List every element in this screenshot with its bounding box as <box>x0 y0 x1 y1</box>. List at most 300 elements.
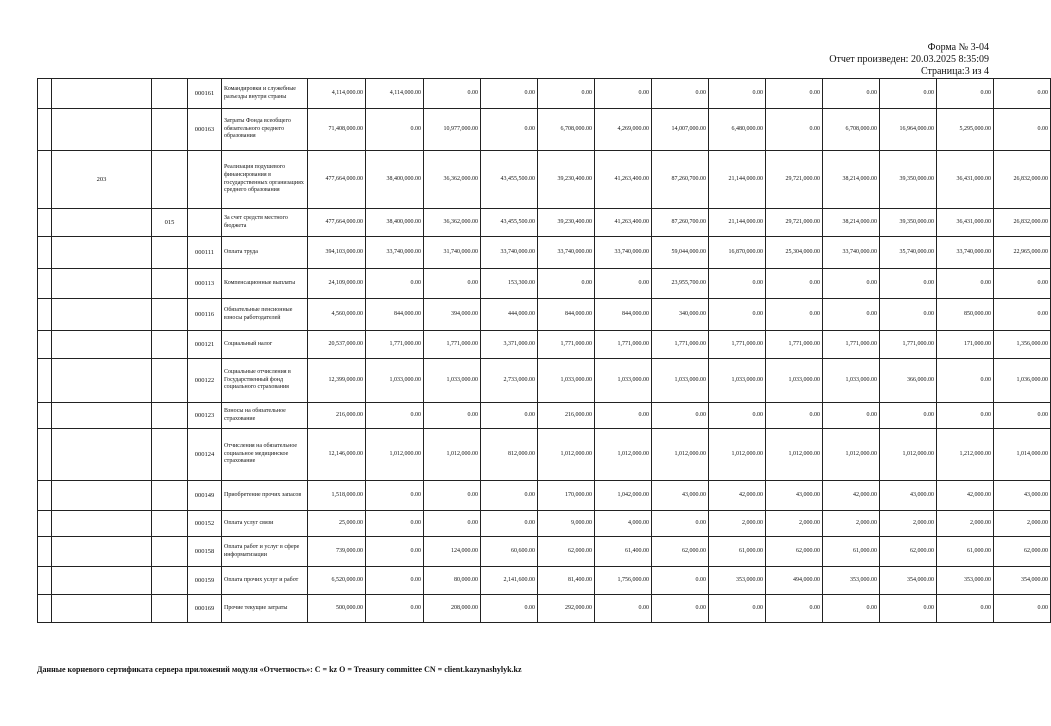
cell-amount: 1,012,000.00 <box>823 429 880 481</box>
cell-name: Отчисления на обязательное социальное медицинское страхование <box>222 429 308 481</box>
report-timestamp: Отчет произведен: 20.03.2025 8:35:09 <box>829 54 989 65</box>
cell-specifics-code: 000159 <box>188 567 222 595</box>
cell-amount: 6,480,000.00 <box>709 109 766 151</box>
cell-amount: 43,000.00 <box>652 481 709 511</box>
cell-amount: 0.00 <box>994 403 1051 429</box>
cell-amount: 1,771,000.00 <box>424 331 481 359</box>
cell-amount: 0.00 <box>766 299 823 331</box>
cell-amount: 0.00 <box>880 403 937 429</box>
cell-amount: 0.00 <box>880 595 937 623</box>
table-row <box>38 269 1051 299</box>
cell-amount: 1,033,000.00 <box>823 359 880 403</box>
cell-amount: 0.00 <box>652 79 709 109</box>
cell-amount: 0.00 <box>595 79 652 109</box>
cell-amount: 0.00 <box>366 537 424 567</box>
cell-amount: 2,000.00 <box>823 511 880 537</box>
cell-amount: 6,708,000.00 <box>823 109 880 151</box>
cell-amount: 0.00 <box>366 481 424 511</box>
cell-amount: 0.00 <box>366 269 424 299</box>
cell-amount: 0.00 <box>937 79 994 109</box>
cell-amount: 14,007,000.00 <box>652 109 709 151</box>
cell-amount: 4,560,000.00 <box>308 299 366 331</box>
cell-amount: 1,212,000.00 <box>937 429 994 481</box>
cell-program <box>52 511 152 537</box>
cell-amount: 444,000.00 <box>481 299 538 331</box>
cell-group-1 <box>38 537 52 567</box>
cell-amount: 850,000.00 <box>937 299 994 331</box>
cell-amount: 812,000.00 <box>481 429 538 481</box>
cell-group-1 <box>38 359 52 403</box>
cell-name: Оплата прочих услуг и работ <box>222 567 308 595</box>
cell-name: Социальные отчисления в Государственный фонд социального страхования <box>222 359 308 403</box>
cell-amount: 500,000.00 <box>308 595 366 623</box>
cell-amount: 39,350,000.00 <box>880 151 937 209</box>
cell-amount: 2,141,600.00 <box>481 567 538 595</box>
cell-amount: 12,146,000.00 <box>308 429 366 481</box>
cell-subprogram <box>152 151 188 209</box>
table-row <box>38 237 1051 269</box>
cell-amount: 6,520,000.00 <box>308 567 366 595</box>
cell-amount: 9,000.00 <box>538 511 595 537</box>
page-indicator: Страница:3 из 4 <box>920 66 989 77</box>
cell-group-1 <box>38 269 52 299</box>
table-row <box>38 481 1051 511</box>
cell-amount: 0.00 <box>595 403 652 429</box>
cell-amount: 216,000.00 <box>538 403 595 429</box>
cell-amount: 1,356,000.00 <box>994 331 1051 359</box>
cell-amount: 0.00 <box>366 109 424 151</box>
cell-program <box>52 537 152 567</box>
cell-amount: 0.00 <box>766 109 823 151</box>
cell-program <box>52 403 152 429</box>
cell-program: 203 <box>52 151 152 209</box>
cell-name: Взносы на обязательное страхование <box>222 403 308 429</box>
cell-name: Оплата работ и услуг в сфере информатизации <box>222 537 308 567</box>
cell-amount: 0.00 <box>709 403 766 429</box>
cell-subprogram <box>152 403 188 429</box>
cell-amount: 1,033,000.00 <box>538 359 595 403</box>
cell-amount: 0.00 <box>766 403 823 429</box>
cell-amount: 81,400.00 <box>538 567 595 595</box>
cell-name: За счет средств местного бюджета <box>222 209 308 237</box>
cell-amount: 43,455,500.00 <box>481 209 538 237</box>
cell-amount: 844,000.00 <box>595 299 652 331</box>
cell-program <box>52 209 152 237</box>
cell-amount: 61,000.00 <box>823 537 880 567</box>
cell-amount: 21,144,000.00 <box>709 209 766 237</box>
cell-program <box>52 481 152 511</box>
cell-amount: 0.00 <box>595 595 652 623</box>
cell-name: Обязательные пенсионные взносы работодателей <box>222 299 308 331</box>
cell-amount: 0.00 <box>994 269 1051 299</box>
cell-amount: 1,012,000.00 <box>766 429 823 481</box>
cell-amount: 62,000.00 <box>880 537 937 567</box>
table-row <box>38 567 1051 595</box>
cell-amount: 0.00 <box>709 595 766 623</box>
cell-amount: 33,740,000.00 <box>937 237 994 269</box>
cell-amount: 0.00 <box>880 299 937 331</box>
cell-subprogram <box>152 567 188 595</box>
cell-group-1 <box>38 151 52 209</box>
cell-amount: 354,000.00 <box>994 567 1051 595</box>
cell-amount: 0.00 <box>880 79 937 109</box>
cell-amount: 39,230,400.00 <box>538 151 595 209</box>
cell-amount: 4,269,000.00 <box>595 109 652 151</box>
cell-amount: 0.00 <box>366 403 424 429</box>
cell-subprogram <box>152 299 188 331</box>
cell-amount: 216,000.00 <box>308 403 366 429</box>
cell-specifics-code: 000163 <box>188 109 222 151</box>
cell-amount: 1,771,000.00 <box>652 331 709 359</box>
cell-amount: 0.00 <box>937 403 994 429</box>
table-row <box>38 359 1051 403</box>
cell-amount: 208,000.00 <box>424 595 481 623</box>
cell-program <box>52 109 152 151</box>
cell-group-1 <box>38 511 52 537</box>
cell-amount: 1,012,000.00 <box>366 429 424 481</box>
cell-amount: 80,000.00 <box>424 567 481 595</box>
cell-amount: 1,771,000.00 <box>766 331 823 359</box>
cell-specifics-code <box>188 209 222 237</box>
form-number: Форма № 3-04 <box>927 42 989 53</box>
cell-amount: 0.00 <box>709 299 766 331</box>
cell-amount: 39,350,000.00 <box>880 209 937 237</box>
cell-amount: 61,000.00 <box>937 537 994 567</box>
cell-specifics-code: 000122 <box>188 359 222 403</box>
cell-amount: 0.00 <box>994 109 1051 151</box>
cell-amount: 1,033,000.00 <box>595 359 652 403</box>
cell-amount: 0.00 <box>709 79 766 109</box>
cell-amount: 2,000.00 <box>994 511 1051 537</box>
cell-amount: 38,214,000.00 <box>823 151 880 209</box>
cell-specifics-code: 000113 <box>188 269 222 299</box>
cell-amount: 62,000.00 <box>652 537 709 567</box>
cell-amount: 0.00 <box>937 269 994 299</box>
cell-amount: 36,431,000.00 <box>937 151 994 209</box>
cell-group-1 <box>38 109 52 151</box>
cell-specifics-code: 000149 <box>188 481 222 511</box>
cell-name: Компенсационные выплаты <box>222 269 308 299</box>
cell-name: Оплата услуг связи <box>222 511 308 537</box>
cell-amount: 41,263,400.00 <box>595 151 652 209</box>
cell-subprogram <box>152 511 188 537</box>
cell-program <box>52 429 152 481</box>
cell-group-1 <box>38 237 52 269</box>
cell-amount: 5,295,000.00 <box>937 109 994 151</box>
cell-amount: 42,000.00 <box>937 481 994 511</box>
cell-amount: 1,033,000.00 <box>652 359 709 403</box>
cell-amount: 33,740,000.00 <box>538 237 595 269</box>
cell-amount: 36,431,000.00 <box>937 209 994 237</box>
cell-amount: 62,000.00 <box>538 537 595 567</box>
certificate-footer: Данные корневого сертификата сервера приложений модуля «Отчетность»: C = kz O = Treasury committee CN = client.kazynashylyk.kz <box>37 665 522 674</box>
cell-amount: 844,000.00 <box>538 299 595 331</box>
cell-amount: 0.00 <box>994 595 1051 623</box>
cell-specifics-code: 000123 <box>188 403 222 429</box>
cell-amount: 43,000.00 <box>766 481 823 511</box>
cell-amount: 87,260,700.00 <box>652 209 709 237</box>
table-row <box>38 403 1051 429</box>
cell-amount: 0.00 <box>424 79 481 109</box>
cell-amount: 0.00 <box>481 403 538 429</box>
cell-amount: 1,033,000.00 <box>766 359 823 403</box>
cell-amount: 1,033,000.00 <box>424 359 481 403</box>
cell-amount: 0.00 <box>823 79 880 109</box>
cell-subprogram <box>152 481 188 511</box>
cell-amount: 24,109,000.00 <box>308 269 366 299</box>
cell-amount: 353,000.00 <box>937 567 994 595</box>
cell-name: Приобретение прочих запасов <box>222 481 308 511</box>
cell-subprogram <box>152 359 188 403</box>
cell-amount: 12,399,000.00 <box>308 359 366 403</box>
cell-amount: 0.00 <box>937 359 994 403</box>
cell-specifics-code: 000152 <box>188 511 222 537</box>
cell-amount: 0.00 <box>538 79 595 109</box>
cell-amount: 2,000.00 <box>880 511 937 537</box>
table-row <box>38 299 1051 331</box>
cell-amount: 739,000.00 <box>308 537 366 567</box>
cell-amount: 0.00 <box>366 595 424 623</box>
cell-amount: 61,400.00 <box>595 537 652 567</box>
cell-amount: 39,230,400.00 <box>538 209 595 237</box>
cell-amount: 33,740,000.00 <box>823 237 880 269</box>
cell-amount: 61,000.00 <box>709 537 766 567</box>
cell-group-1 <box>38 299 52 331</box>
cell-amount: 0.00 <box>937 595 994 623</box>
cell-group-1 <box>38 567 52 595</box>
cell-program <box>52 299 152 331</box>
table-row <box>38 595 1051 623</box>
cell-amount: 33,740,000.00 <box>366 237 424 269</box>
cell-name: Прочие текущие затраты <box>222 595 308 623</box>
cell-amount: 23,955,700.00 <box>652 269 709 299</box>
cell-amount: 0.00 <box>481 481 538 511</box>
cell-program <box>52 331 152 359</box>
cell-amount: 38,214,000.00 <box>823 209 880 237</box>
cell-amount: 844,000.00 <box>366 299 424 331</box>
cell-amount: 0.00 <box>366 567 424 595</box>
cell-program <box>52 269 152 299</box>
cell-amount: 6,708,000.00 <box>538 109 595 151</box>
cell-amount: 36,362,000.00 <box>424 209 481 237</box>
cell-amount: 124,000.00 <box>424 537 481 567</box>
cell-amount: 1,771,000.00 <box>366 331 424 359</box>
cell-program <box>52 595 152 623</box>
cell-specifics-code <box>188 151 222 209</box>
cell-amount: 0.00 <box>481 79 538 109</box>
cell-amount: 353,000.00 <box>709 567 766 595</box>
cell-specifics-code: 000158 <box>188 537 222 567</box>
cell-amount: 0.00 <box>766 269 823 299</box>
cell-amount: 33,740,000.00 <box>481 237 538 269</box>
cell-amount: 26,832,000.00 <box>994 209 1051 237</box>
cell-amount: 366,000.00 <box>880 359 937 403</box>
table-row <box>38 429 1051 481</box>
cell-amount: 1,771,000.00 <box>823 331 880 359</box>
cell-amount: 2,000.00 <box>937 511 994 537</box>
cell-group-1 <box>38 331 52 359</box>
cell-group-1 <box>38 429 52 481</box>
cell-amount: 43,000.00 <box>994 481 1051 511</box>
cell-amount: 43,455,500.00 <box>481 151 538 209</box>
cell-amount: 0.00 <box>766 79 823 109</box>
cell-amount: 2,000.00 <box>766 511 823 537</box>
cell-subprogram <box>152 109 188 151</box>
cell-amount: 35,740,000.00 <box>880 237 937 269</box>
cell-amount: 1,771,000.00 <box>595 331 652 359</box>
cell-amount: 62,000.00 <box>766 537 823 567</box>
cell-amount: 477,664,000.00 <box>308 209 366 237</box>
cell-amount: 1,518,000.00 <box>308 481 366 511</box>
cell-amount: 3,371,000.00 <box>481 331 538 359</box>
cell-program <box>52 79 152 109</box>
cell-amount: 0.00 <box>481 595 538 623</box>
cell-amount: 0.00 <box>424 481 481 511</box>
cell-amount: 10,977,000.00 <box>424 109 481 151</box>
cell-specifics-code: 000169 <box>188 595 222 623</box>
table-row <box>38 79 1051 109</box>
cell-amount: 1,036,000.00 <box>994 359 1051 403</box>
cell-amount: 1,033,000.00 <box>366 359 424 403</box>
cell-group-1 <box>38 595 52 623</box>
cell-amount: 0.00 <box>481 109 538 151</box>
cell-subprogram <box>152 79 188 109</box>
cell-amount: 0.00 <box>595 269 652 299</box>
cell-amount: 62,000.00 <box>994 537 1051 567</box>
cell-amount: 43,000.00 <box>880 481 937 511</box>
cell-amount: 0.00 <box>424 269 481 299</box>
cell-specifics-code: 000111 <box>188 237 222 269</box>
cell-amount: 353,000.00 <box>823 567 880 595</box>
cell-amount: 2,733,000.00 <box>481 359 538 403</box>
cell-program <box>52 567 152 595</box>
cell-amount: 394,000.00 <box>424 299 481 331</box>
table-row <box>38 537 1051 567</box>
cell-specifics-code: 000121 <box>188 331 222 359</box>
table-row <box>38 511 1051 537</box>
cell-amount: 0.00 <box>823 403 880 429</box>
cell-amount: 38,400,000.00 <box>366 209 424 237</box>
cell-amount: 33,740,000.00 <box>595 237 652 269</box>
cell-program <box>52 359 152 403</box>
cell-amount: 87,260,700.00 <box>652 151 709 209</box>
table-row <box>38 151 1051 209</box>
cell-amount: 71,408,000.00 <box>308 109 366 151</box>
cell-specifics-code: 000116 <box>188 299 222 331</box>
cell-specifics-code: 000124 <box>188 429 222 481</box>
cell-amount: 494,000.00 <box>766 567 823 595</box>
cell-amount: 1,012,000.00 <box>424 429 481 481</box>
cell-subprogram <box>152 429 188 481</box>
table-body <box>38 79 1051 623</box>
cell-amount: 153,300.00 <box>481 269 538 299</box>
cell-amount: 29,721,000.00 <box>766 151 823 209</box>
cell-amount: 0.00 <box>709 269 766 299</box>
cell-amount: 16,964,000.00 <box>880 109 937 151</box>
cell-name: Реализация подушевого финансирования в государственных организациях среднего образования <box>222 151 308 209</box>
cell-name: Затраты Фонда всеобщего обязательного среднего образования <box>222 109 308 151</box>
cell-name: Социальный налог <box>222 331 308 359</box>
cell-specifics-code: 000161 <box>188 79 222 109</box>
cell-amount: 29,721,000.00 <box>766 209 823 237</box>
cell-amount: 0.00 <box>994 79 1051 109</box>
cell-amount: 16,870,000.00 <box>709 237 766 269</box>
cell-amount: 1,012,000.00 <box>709 429 766 481</box>
cell-amount: 0.00 <box>652 403 709 429</box>
cell-group-1 <box>38 79 52 109</box>
cell-amount: 0.00 <box>481 511 538 537</box>
cell-program <box>52 237 152 269</box>
cell-name: Командировки и служебные разъезды внутри страны <box>222 79 308 109</box>
cell-amount: 59,044,000.00 <box>652 237 709 269</box>
cell-subprogram <box>152 237 188 269</box>
cell-group-1 <box>38 403 52 429</box>
cell-amount: 0.00 <box>880 269 937 299</box>
cell-amount: 0.00 <box>652 595 709 623</box>
cell-amount: 0.00 <box>652 567 709 595</box>
cell-amount: 0.00 <box>823 269 880 299</box>
report-header <box>729 42 989 78</box>
cell-amount: 170,000.00 <box>538 481 595 511</box>
cell-amount: 42,000.00 <box>709 481 766 511</box>
cell-amount: 1,033,000.00 <box>709 359 766 403</box>
cell-group-1 <box>38 209 52 237</box>
cell-amount: 0.00 <box>424 403 481 429</box>
cell-amount: 22,965,000.00 <box>994 237 1051 269</box>
cell-subprogram <box>152 269 188 299</box>
cell-amount: 31,740,000.00 <box>424 237 481 269</box>
cell-amount: 0.00 <box>652 511 709 537</box>
cell-amount: 2,000.00 <box>709 511 766 537</box>
cell-amount: 1,012,000.00 <box>595 429 652 481</box>
cell-amount: 20,537,000.00 <box>308 331 366 359</box>
cell-name: Оплата труда <box>222 237 308 269</box>
cell-amount: 0.00 <box>424 511 481 537</box>
cell-group-1 <box>38 481 52 511</box>
cell-amount: 1,014,000.00 <box>994 429 1051 481</box>
cell-amount: 0.00 <box>366 511 424 537</box>
cell-amount: 4,114,000.00 <box>366 79 424 109</box>
cell-amount: 0.00 <box>994 299 1051 331</box>
cell-amount: 354,000.00 <box>880 567 937 595</box>
cell-amount: 26,832,000.00 <box>994 151 1051 209</box>
cell-amount: 340,000.00 <box>652 299 709 331</box>
table-row <box>38 109 1051 151</box>
cell-amount: 1,012,000.00 <box>880 429 937 481</box>
cell-amount: 4,000.00 <box>595 511 652 537</box>
cell-amount: 41,263,400.00 <box>595 209 652 237</box>
cell-amount: 0.00 <box>766 595 823 623</box>
cell-amount: 25,304,000.00 <box>766 237 823 269</box>
cell-amount: 36,362,000.00 <box>424 151 481 209</box>
cell-subprogram <box>152 537 188 567</box>
cell-amount: 0.00 <box>823 595 880 623</box>
cell-amount: 4,114,000.00 <box>308 79 366 109</box>
table-row <box>38 331 1051 359</box>
cell-amount: 1,771,000.00 <box>538 331 595 359</box>
cell-amount: 292,000.00 <box>538 595 595 623</box>
cell-amount: 25,000.00 <box>308 511 366 537</box>
cell-amount: 171,000.00 <box>937 331 994 359</box>
cell-amount: 1,771,000.00 <box>880 331 937 359</box>
cell-amount: 1,771,000.00 <box>709 331 766 359</box>
cell-amount: 38,400,000.00 <box>366 151 424 209</box>
cell-amount: 1,042,000.00 <box>595 481 652 511</box>
table-row <box>38 209 1051 237</box>
cell-amount: 21,144,000.00 <box>709 151 766 209</box>
cell-subprogram <box>152 331 188 359</box>
budget-table <box>37 78 1051 623</box>
